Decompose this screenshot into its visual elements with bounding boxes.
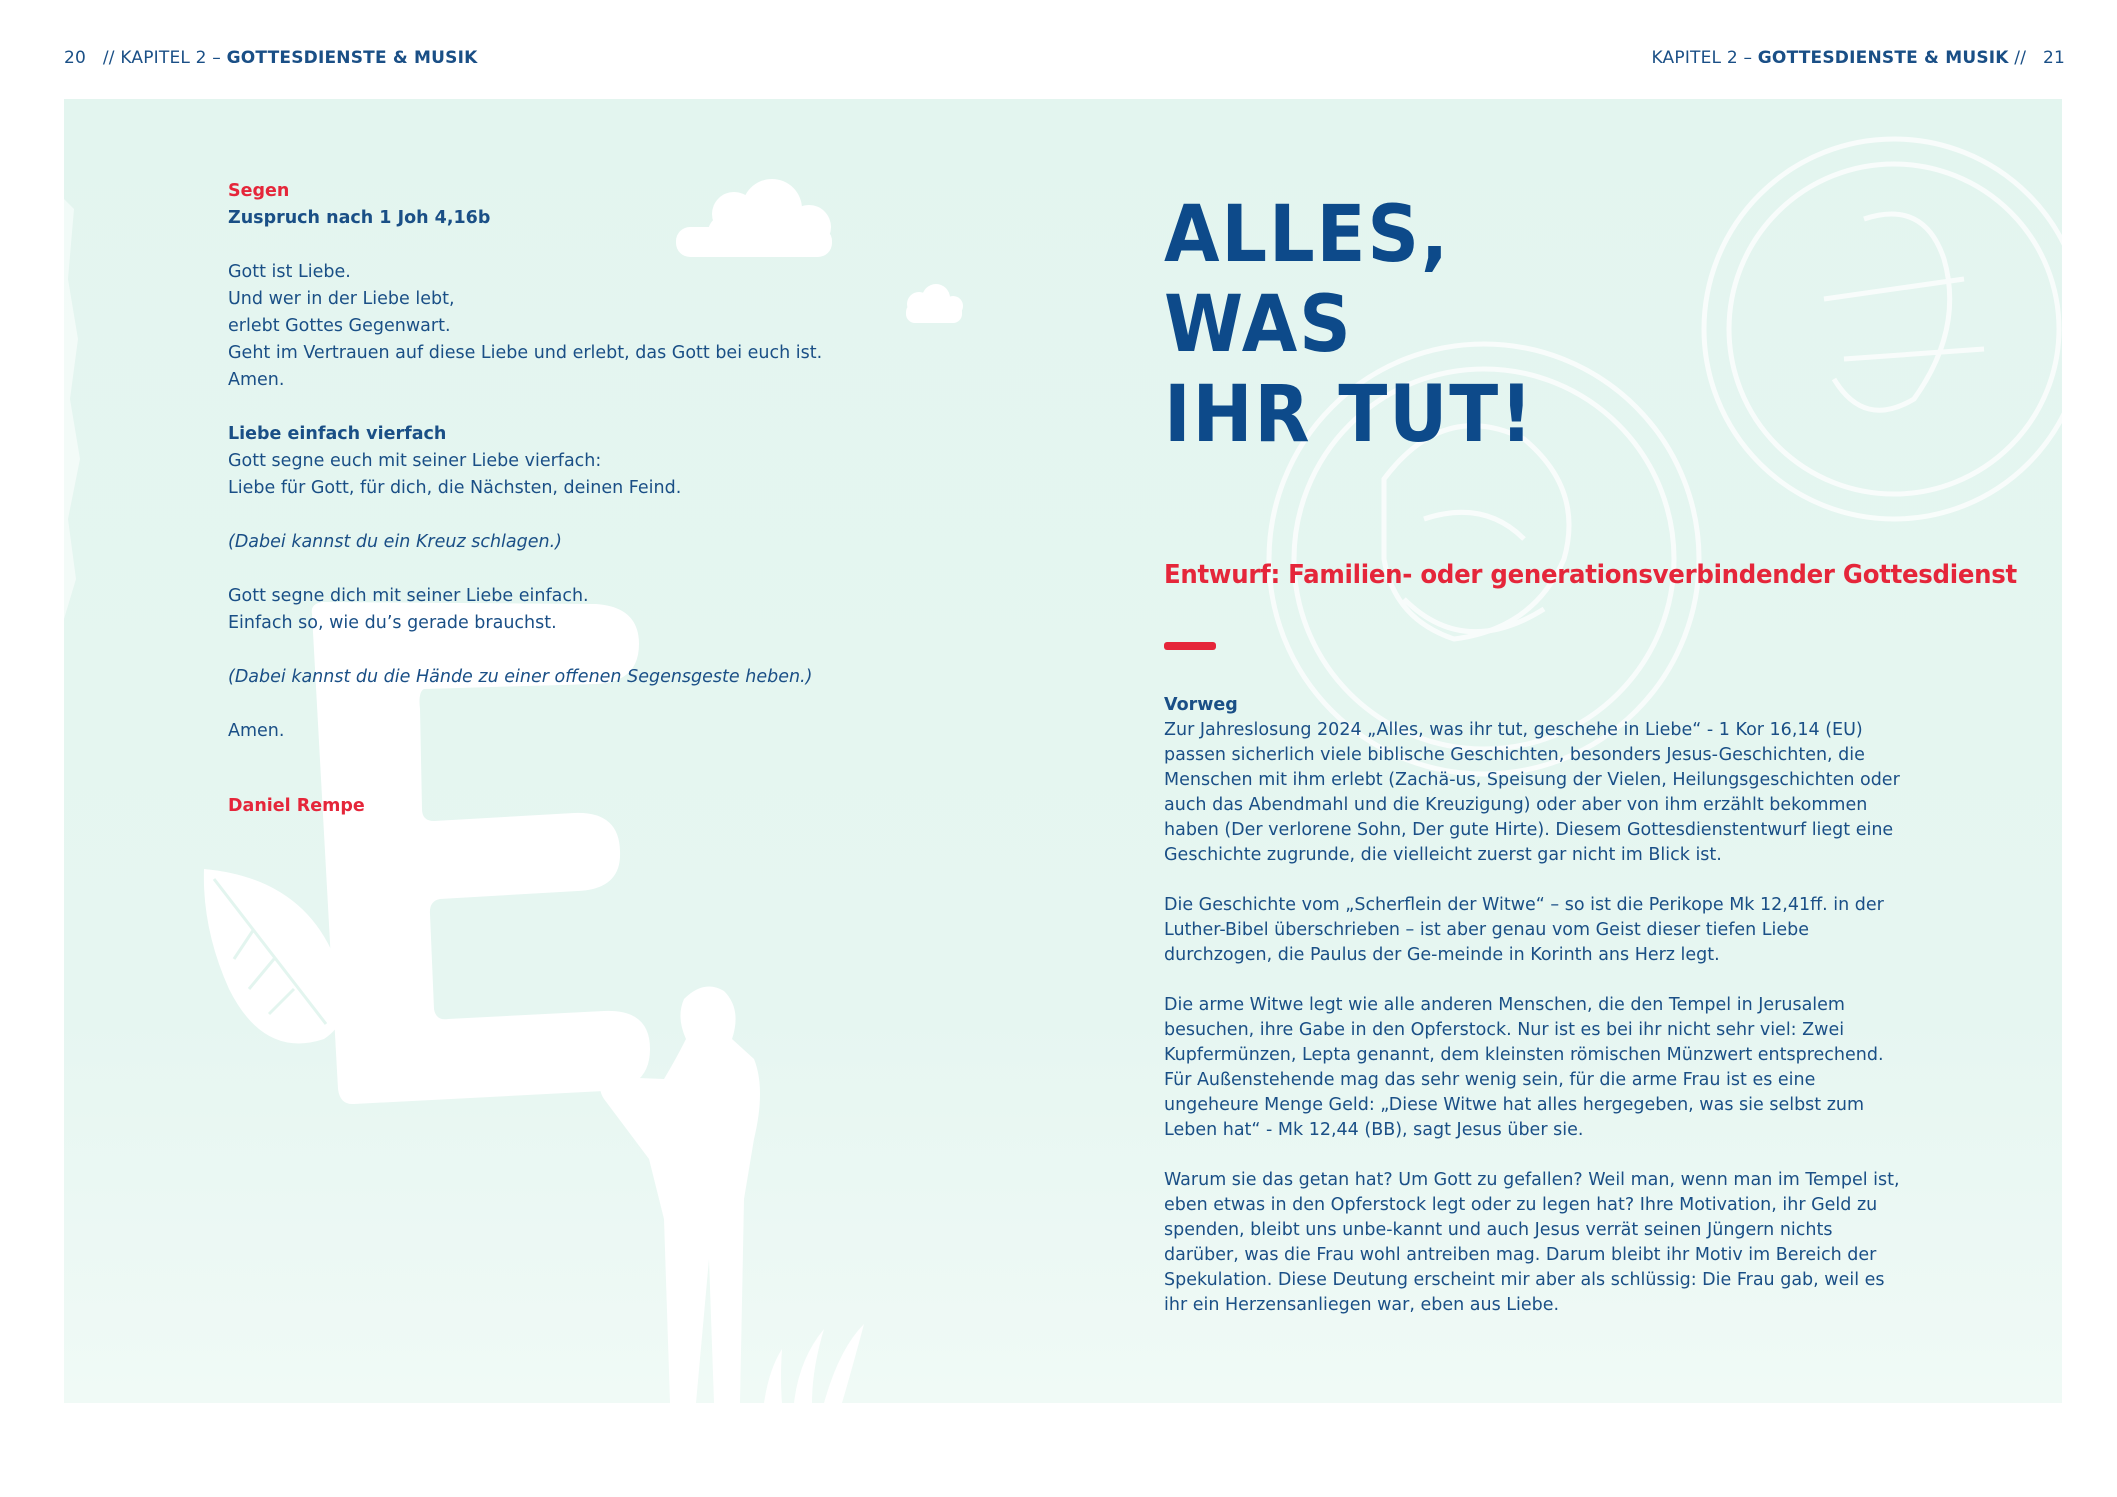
blessing-line: Amen. <box>228 370 285 390</box>
blessing-line: Und wer in der Liebe lebt, <box>228 289 455 309</box>
blessing-line: Gott ist Liebe. <box>228 262 351 282</box>
gesture-note: (Dabei kannst du ein Kreuz schlagen.) <box>228 532 563 552</box>
blessing-line: Liebe für Gott, für dich, die Nächsten, deinen Feind. <box>228 478 682 498</box>
page-number-left: 20 <box>64 48 87 68</box>
left-page-column <box>228 178 828 820</box>
blessing-line: Gott segne euch mit seiner Liebe vierfach: <box>228 451 602 471</box>
author-name: Daniel Rempe <box>228 796 365 816</box>
red-dash-divider <box>1164 642 1216 650</box>
blessing-subtitle: Zuspruch nach 1 Joh 4,16b <box>228 208 491 228</box>
amen-line: Amen. <box>228 721 285 741</box>
rough-edge <box>64 199 80 619</box>
page-title-line: IHR TUT! <box>1164 370 1535 460</box>
page-title-line: WAS <box>1164 280 1353 370</box>
body-paragraph: Zur Jahreslosung 2024 „Alles, was ihr tut, geschehe in Liebe“ - 1 Kor 16,14 (EU) passen sicherlich viele biblische Geschichten, besonders Jesus-Geschichten, die Menschen mit ihm erlebt (Zachä-us, Speisung der Vielen, Heilungsgeschichten oder auch das Abendmahl und die Kreuzigung) oder aber von ihm erzählt bekommen haben (Der verlorene Sohn, Der gute Hirte). Diesem Gottesdienstentwurf liegt eine Geschichte zugrunde, die vielleicht zuerst gar nicht im Blick ist. <box>1164 720 1900 865</box>
blessing-line: Geht im Vertrauen auf diese Liebe und erlebt, das Gott bei euch ist. <box>228 343 823 363</box>
header-title-right: GOTTESDIENSTE & MUSIK <box>1757 48 2009 68</box>
small-cloud-icon <box>906 284 963 323</box>
gesture-note: (Dabei kannst du die Hände zu einer offenen Segensgeste heben.) <box>228 667 813 687</box>
header-prefix-left: // KAPITEL 2 – <box>102 48 221 68</box>
body-paragraph: Die Geschichte vom „Scherflein der Witwe“ – so ist die Perikope Mk 12,41ff. in der Luther-Bibel überschrieben – ist aber genau vom Geist dieser tiefen Liebe durchzogen, die Paulus der Ge-meinde in Korinth ans Herz legt. <box>1164 895 1884 965</box>
title-block <box>1164 190 1904 460</box>
blessing-line: Einfach so, wie du’s gerade brauchst. <box>228 613 557 633</box>
draft-subtitle: Entwurf: Familien- oder generationsverbindender Gottesdienst <box>1164 560 2017 590</box>
body-paragraph: Warum sie das getan hat? Um Gott zu gefallen? Weil man, wenn man im Tempel ist, eben etwas in den Opferstock legt oder zu legen hat? Ihre Motivation, ihr Geld zu spenden, bleibt uns unbe-kannt und auch Jesus verrät seinen Jüngern nichts darüber, was die Frau wohl antreiben mag. Darum bleibt ihr Motiv im Bereich der Spekulation. Diese Deutung erscheint mir aber als schlüssig: Die Frau gab, weil es ihr ein Herzensanliegen war, eben aus Liebe. <box>1164 1170 1900 1315</box>
vorweg-heading: Vorweg <box>1164 695 1238 715</box>
blessing-line: erlebt Gottes Gegenwart. <box>228 316 451 336</box>
section-heading-segen: Segen <box>228 181 290 201</box>
leaf-icon <box>204 869 346 1043</box>
running-header-left <box>64 48 478 68</box>
page-title-line: ALLES, <box>1164 190 1451 280</box>
running-header-right <box>1651 48 2065 68</box>
header-prefix-right: KAPITEL 2 – <box>1651 48 1753 68</box>
header-title-left: GOTTESDIENSTE & MUSIK <box>226 48 478 68</box>
blessing-line: Gott segne dich mit seiner Liebe einfach. <box>228 586 589 606</box>
page-number-right: 21 <box>2042 48 2065 68</box>
body-paragraph: Die arme Witwe legt wie alle anderen Menschen, die den Tempel in Jerusalem besuchen, ihre Gabe in den Opferstock. Nur ist es bei ihr nicht sehr viel: Zwei Kupfermünzen, Lepta genannt, dem kleinsten römischen Münzwert entsprechend. Für Außenstehende mag das sehr wenig sein, für die arme Frau ist es eine ungeheure Menge Geld: „Diese Witwe hat alles hergegeben, was sie selbst zum Leben hat“ - Mk 12,44 (BB), sagt Jesus über sie. <box>1164 995 1884 1140</box>
right-body-text <box>1164 693 1906 1318</box>
heading-liebe-vierfach: Liebe einfach vierfach <box>228 424 447 444</box>
grass-icon <box>764 1324 864 1403</box>
header-suffix-right: // <box>2014 48 2027 68</box>
